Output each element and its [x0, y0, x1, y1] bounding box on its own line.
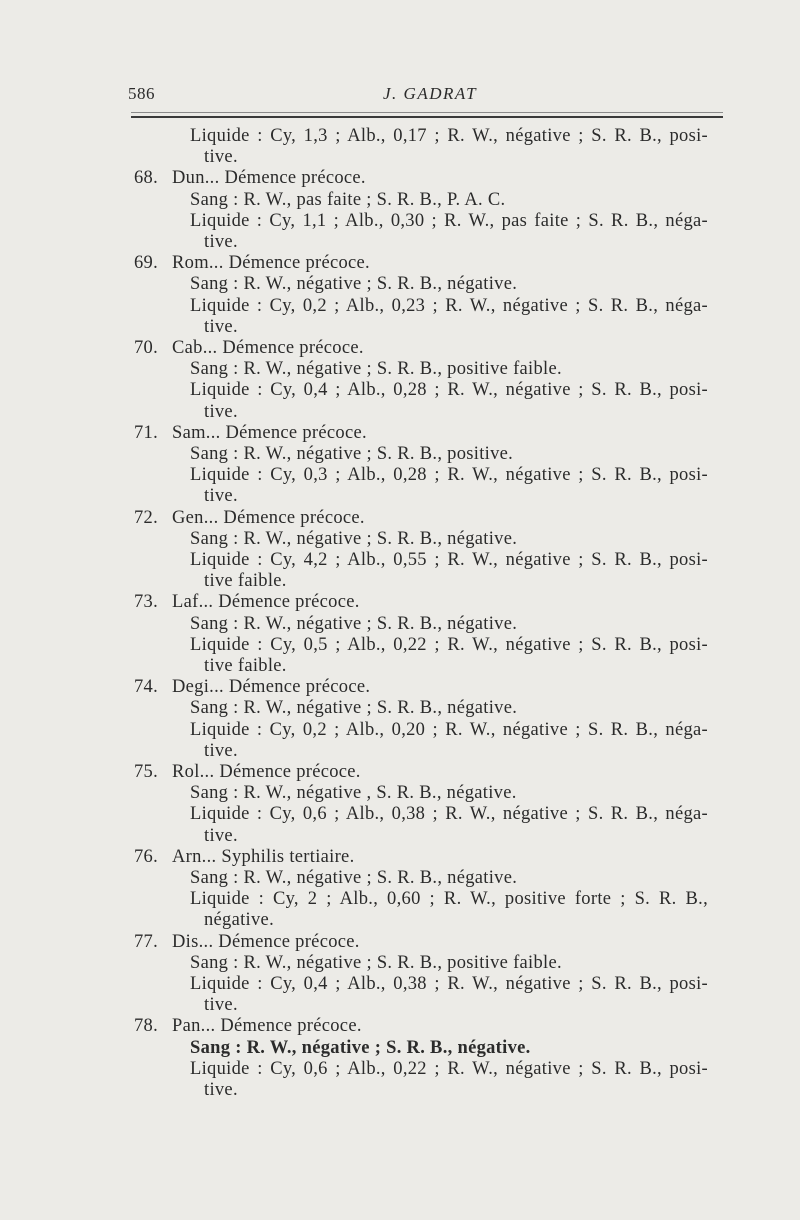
continuation-line: négative. — [204, 910, 274, 930]
fluid-result-line: Liquide : Cy, 0,4 ; Alb., 0,28 ; R. W., négative ; S. R. B., posi- — [190, 380, 708, 400]
entry-diagnosis: Rom... Démence précoce. — [172, 253, 370, 273]
fluid-result-line: Liquide : Cy, 4,2 ; Alb., 0,55 ; R. W., négative ; S. R. B., posi- — [190, 550, 708, 570]
fluid-result-line: Liquide : Cy, 0,6 ; Alb., 0,22 ; R. W., négative ; S. R. B., posi- — [190, 1059, 708, 1079]
continuation-line: tive. — [204, 402, 238, 422]
blood-result-line: Sang : R. W., négative ; S. R. B., positive. — [190, 444, 514, 464]
fluid-result-line: Liquide : Cy, 2 ; Alb., 0,60 ; R. W., positive forte ; S. R. B., — [190, 889, 708, 909]
blood-result-line: Sang : R. W., négative ; S. R. B., négative. — [190, 614, 518, 634]
blood-result-line: Sang : R. W., négative ; S. R. B., négative. — [190, 1038, 531, 1058]
page-number: 586 — [128, 84, 155, 103]
blood-result-line: Sang : R. W., négative ; S. R. B., négative. — [190, 868, 518, 888]
blood-result-line: Sang : R. W., négative , S. R. B., négative. — [190, 783, 517, 803]
continuation-line: tive. — [204, 826, 238, 846]
entry-number: 73. — [134, 592, 159, 612]
continuation-line: tive. — [204, 995, 238, 1015]
fluid-result-line: Liquide : Cy, 1,3 ; Alb., 0,17 ; R. W., négative ; S. R. B., posi- — [190, 126, 708, 146]
fluid-result-line: Liquide : Cy, 0,3 ; Alb., 0,28 ; R. W., négative ; S. R. B., posi- — [190, 465, 708, 485]
continuation-line: tive. — [204, 741, 238, 761]
entry-diagnosis: Arn... Syphilis tertiaire. — [172, 847, 355, 867]
entry-diagnosis: Sam... Démence précoce. — [172, 423, 367, 443]
fluid-result-line: Liquide : Cy, 0,2 ; Alb., 0,20 ; R. W., négative ; S. R. B., néga- — [190, 720, 708, 740]
fluid-result-line: Liquide : Cy, 0,2 ; Alb., 0,23 ; R. W., négative ; S. R. B., néga- — [190, 296, 708, 316]
entry-diagnosis: Dun... Démence précoce. — [172, 168, 366, 188]
continuation-line: tive. — [204, 317, 238, 337]
fluid-result-line: Liquide : Cy, 0,5 ; Alb., 0,22 ; R. W., négative ; S. R. B., posi- — [190, 635, 708, 655]
blood-result-line: Sang : R. W., négative ; S. R. B., positive faible. — [190, 953, 562, 973]
entry-diagnosis: Pan... Démence précoce. — [172, 1016, 362, 1036]
continuation-line: tive. — [204, 1080, 238, 1100]
running-head: J. GADRAT — [383, 84, 478, 103]
blood-result-line: Sang : R. W., négative ; S. R. B., négative. — [190, 529, 518, 549]
continuation-line: tive faible. — [204, 656, 287, 676]
entry-number: 74. — [134, 677, 159, 697]
entry-diagnosis: Gen... Démence précoce. — [172, 508, 365, 528]
entry-number: 76. — [134, 847, 159, 867]
entry-diagnosis: Laf... Démence précoce. — [172, 592, 360, 612]
entry-number: 71. — [134, 423, 159, 443]
fluid-result-line: Liquide : Cy, 1,1 ; Alb., 0,30 ; R. W., pas faite ; S. R. B., néga- — [190, 211, 708, 231]
entry-diagnosis: Dis... Démence précoce. — [172, 932, 360, 952]
entry-number: 77. — [134, 932, 159, 952]
fluid-result-line: Liquide : Cy, 0,4 ; Alb., 0,38 ; R. W., négative ; S. R. B., posi- — [190, 974, 708, 994]
continuation-line: tive faible. — [204, 571, 287, 591]
blood-result-line: Sang : R. W., négative ; S. R. B., négative. — [190, 698, 518, 718]
header-rule — [131, 116, 723, 118]
entry-number: 72. — [134, 508, 159, 528]
entry-number: 75. — [134, 762, 159, 782]
continuation-line: tive. — [204, 232, 238, 252]
entry-diagnosis: Rol... Démence précoce. — [172, 762, 361, 782]
entry-number: 78. — [134, 1016, 159, 1036]
blood-result-line: Sang : R. W., négative ; S. R. B., positive faible. — [190, 359, 562, 379]
header-rule-thin — [131, 112, 723, 113]
blood-result-line: Sang : R. W., pas faite ; S. R. B., P. A. C. — [190, 190, 506, 210]
entry-number: 69. — [134, 253, 159, 273]
entry-diagnosis: Degi... Démence précoce. — [172, 677, 371, 697]
continuation-line: tive. — [204, 147, 238, 167]
blood-result-line: Sang : R. W., négative ; S. R. B., négative. — [190, 274, 518, 294]
fluid-result-line: Liquide : Cy, 0,6 ; Alb., 0,38 ; R. W., négative ; S. R. B., néga- — [190, 804, 708, 824]
continuation-line: tive. — [204, 486, 238, 506]
entry-number: 70. — [134, 338, 159, 358]
entry-diagnosis: Cab... Démence précoce. — [172, 338, 364, 358]
entry-number: 68. — [134, 168, 159, 188]
